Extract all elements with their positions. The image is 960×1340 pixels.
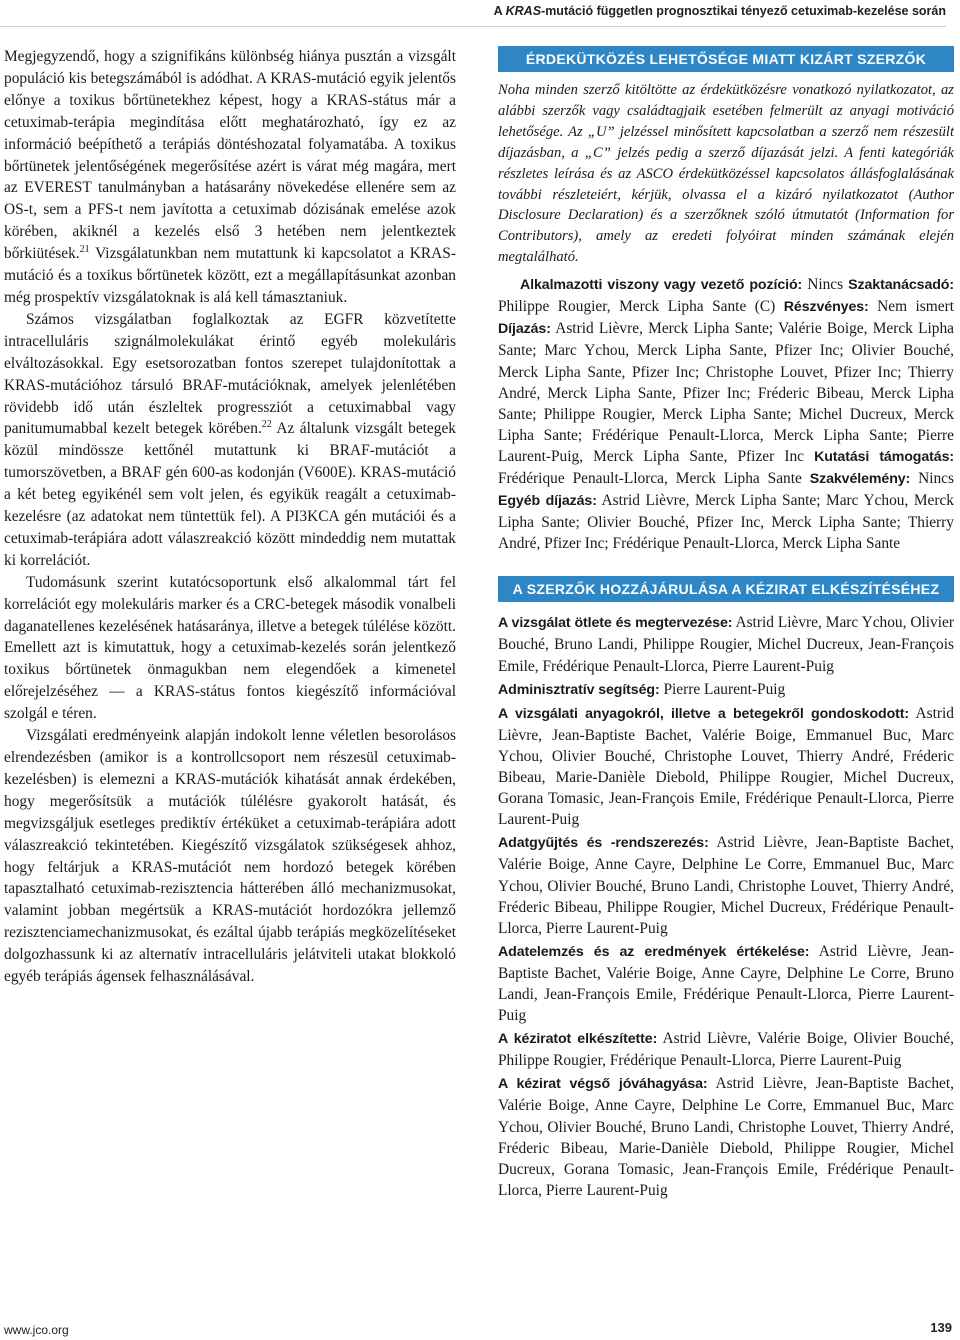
- contribution-label: A kéziratot elkészítette:: [498, 1031, 658, 1048]
- contribution-label: Adatgyűjtés és -rendszerezés:: [498, 835, 709, 852]
- contribution-text: Pierre Laurent-Puig: [659, 680, 786, 698]
- left-column: [4, 46, 456, 988]
- text-consultant: Philippe Rougier, Merck Lipha Sante (C): [498, 298, 784, 316]
- running-header: [0, 4, 946, 27]
- contribution-text: Astrid Lièvre, Jean-Baptiste Bachet, Valérie Boige, Emmanuel Buc, Marc Ychou, Olivier Bouché, Christophe Louvet, Thierry André, Fréderic Bibeau, Marie-Danièle Diebold, Philippe Rougier, Michel Ducreux, Gorana Tomasic, Jean-François Emile, Frédérique Penault-Llorca, Pierre Laurent-Puig: [498, 704, 954, 829]
- left-p1-tail: Vizsgálatunkban nem mutattunk ki kapcsolatot a KRAS-mutáció és a toxikus bőrtünetek között, ezt a megállapításunkat azonban még prospektív vizsgálatoknak is alá kell támasztaniuk.: [4, 245, 456, 306]
- left-paragraph-1: [4, 46, 456, 309]
- contribution-admin-support: [498, 679, 954, 701]
- contribution-text: Astrid Lièvre, Valérie Boige, Olivier Bouché, Philippe Rougier, Frédérique Penault-Llorca, Pierre Laurent-Puig: [498, 1030, 954, 1070]
- contribution-conception: [498, 612, 954, 676]
- text-employment: Nincs: [802, 276, 849, 294]
- page-number: 139: [930, 1320, 952, 1335]
- footer-url: www.jco.org: [4, 1323, 69, 1337]
- contribution-manuscript-writing: [498, 1028, 954, 1071]
- contribution-text: Astrid Lièvre, Marc Ychou, Olivier Bouché, Bruno Landi, Philippe Rougier, Michel Ducreux, Jean-François Emile, Frédérique Penault-Llorca, Pierre Laurent-Puig: [498, 614, 954, 675]
- text-expert-testimony: Nincs: [910, 470, 954, 487]
- right-column: [498, 46, 954, 1201]
- contribution-study-materials: [498, 703, 954, 831]
- contribution-data-analysis: [498, 941, 954, 1026]
- left-p2-tail: Az általunk vizsgált betegek közül mindössze kettőnél mutattunk ki BRAF-mutációt a tumorszövetben, a BRAF gén 600-as kodonján (V600E). KRAS-mutáció a két beteg egyikénél sem volt jelen, és egyikük reagált a cetuximab-kezelésre (az adatokat nem tüntettük fel). A PI3KCA gén mutációi és a cetuximab-terápiára adott válaszreakció között mindeddig nem mutattak ki korrelációt.: [4, 420, 456, 569]
- label-other-remuneration: Egyéb díjazás:: [498, 493, 597, 510]
- left-p2-text: Számos vizsgálatban foglalkoztak az EGFR közvetítette intracelluláris szignálmolekulákat érintő egyéb molekuláris elváltozásokkal. Egy esetsorozatban fontos szerepet tulajdonítottak a KRAS-mutációhoz társuló BRAF-mutációknak, amelyek jelenlétében rövidebb idő után észleltek progressziót a cetuximabbal vagy panitumumabbal kezelt betegek körében.: [4, 310, 456, 438]
- contribution-data-collection: [498, 832, 954, 938]
- label-research-funding: Kutatási támogatás:: [814, 448, 954, 465]
- reference-21: 21: [79, 244, 90, 256]
- header-title-post: -mutáció független prognosztikai tényező cetuximab-kezelése során: [541, 4, 946, 18]
- text-honoraria: Astrid Lièvre, Merck Lipha Sante; Valérie Boige, Merck Lipha Sante; Marc Ychou, Merck Lipha Sante, Pfizer Inc; Olivier Bouché, Merck Lipha Sante, Pfizer Inc; Christophe Louvet, Pfizer Inc; Thierry André, Merck Lipha Sante, Pfizer Inc; Fréderic Bibeau, Merck Lipha Sante; Philippe Rougier, Merck Lipha Sante; Michel Ducreux, Merck Lipha Sante; Frédérique Penault-Llorca, Merck Lipha Sante; Pierre Laurent-Puig, Merck Lipha Sante, Pfizer Inc: [498, 320, 954, 465]
- contribution-text: Astrid Lièvre, Jean-Baptiste Bachet, Valérie Boige, Anne Cayre, Delphine Le Corre, Emmanuel Buc, Marc Ychou, Olivier Bouché, Bruno Landi, Christophe Louvet, Thierry André, Fréderic Bibeau, Marie-Danièle Diebold, Philippe Rougier, Michel Ducreux, Gorana Tomasic, Jean-François Emile, Frédérique Penault-Llorca, Pierre Laurent-Puig: [498, 1075, 954, 1199]
- left-paragraph-3: Tudomásunk szerint kutatócsoportunk első alkalommal tárt fel korrelációt egy molekuláris marker és a CRC-betegek második vonalbeli daganatellenes kezelésének hatásaránya, illetve a betegek túlélése között. Emellett azt is kimutattuk, hogy a cetuximab-kezelés során jelentkező toxikus bőrtünetek önmagukban nem elegendőek a kimenetel előrejelzéséhez — a KRAS-státus fontos kiegészítő információval szolgál e téren.: [4, 573, 456, 723]
- contribution-text: Astrid Lièvre, Jean-Baptiste Bachet, Valérie Boige, Anne Cayre, Delphine Le Corre, Bruno Landi, Jean-François Emile, Frédérique Penault-Llorca, Pierre Laurent-Puig: [498, 942, 954, 1025]
- contribution-text: Astrid Lièvre, Jean-Baptiste Bachet, Valérie Boige, Anne Cayre, Delphine Le Corre, Emmanuel Buc, Marc Ychou, Olivier Bouché, Bruno Landi, Christophe Louvet, Thierry André, Fréderic Bibeau, Philippe Rougier, Michel Ducreux, Frédérique Penault-Llorca, Pierre Laurent-Puig: [498, 834, 954, 937]
- coi-disclosures: [498, 274, 954, 554]
- contribution-label: Adatelemzés és az eredmények értékelése:: [498, 943, 810, 960]
- contribution-label: A kézirat végső jóváhagyása:: [498, 1076, 708, 1093]
- left-paragraph-4: Vizsgálati eredményeink alapján indokolt lenne véletlen besorolásos elrendezésben (amikor is a kontrollcsoport nem részesül cetuximab-kezelésben) is elemezni a KRAS-mutációk kihatását annak érdekében, hogy megerősítsük a mutációk túlélésre gyakorolt hatását, és megvizsgáljuk esetleges prediktív értéküket a cetuximab-terápiára adott válaszreakció tekintetében. Kiegészítő vizsgálatok szükségesek ahhoz, hogy feltárjuk a KRAS-mutációt nem hordozó betegek körében tapasztalható cetuximab-rezisztencia hátterében álló mechanizmusokat, valamint jobban megértsük a KRAS-mutációt hordozókra jellemző rezisztenciamechanizmusokat, és ezáltal újabb terápiás megközelítéseket dolgozhassunk ki az alternatív intracelluláris jelátviteli utakat blokkoló egyéb terápiás ágensek felhasználásával.: [4, 727, 456, 986]
- left-paragraph-2: [4, 309, 456, 572]
- contributions-section-heading: A SZERZŐK HOZZÁJÁRULÁSA A KÉZIRAT ELKÉSZÍTÉSÉHEZ: [498, 576, 954, 602]
- contribution-label: A vizsgálat ötlete és megtervezése:: [498, 615, 733, 632]
- label-expert-testimony: Szakvélemény:: [809, 471, 911, 487]
- contribution-label: A vizsgálati anyagokról, illetve a betegekről gondoskodott:: [498, 705, 910, 722]
- left-p1-text: Megjegyzendő, hogy a szignifikáns különbség hiánya pusztán a vizsgált populáció kis betegszámából is adódhat. A KRAS-mutáció egyik jelentős előnye a toxikus bőrtünetekhez képest, hogy a KRAS-státus már a cetuximab-terápia megindítása előtt meghatározható, így ez az információ beépíthető a terápiás döntéshozatal folyamatába. A toxikus bőrtünetek jelentőségének megerősítése azért is várat még magára, mert az EVEREST tanulmányban a hatásarány növekedése ellenére sem az OS-t, sem a PFS-t nem javította a cetuximab dózisának emelése azok körében, akiknél a kezelés első 3 hetében nem jelentkeztek bőrkiütések.: [4, 48, 456, 263]
- text-research-funding: Frédérique Penault-Llorca, Merck Lipha Sante: [498, 470, 810, 487]
- coi-intro: Noha minden szerző kitöltötte az érdekütközésre vonatkozó nyilatkozatot, az alábbi szerzők vagy családtagjaik esetében felmerült az anyagi motiváció lehetősége. Az „U” jelzéssel minősített kapcsolatban a szerző nem részesült díjazásban, a „C” jelzés pedig a szerző díjazását jelzi. A fenti kategóriák részletes leírása és az ASCO érdekütközéssel kapcsolatos állásfoglalásának további részleteiért, kérjük, olvassa el a kizáró nyilatkozatot (Author Disclosure Declaration) és a szerzőknek szóló útmutatót (Information for Contributors), amely az eredeti folyóirat minden számának elején megtalálható.: [498, 82, 954, 266]
- coi-section-heading: ÉRDEKÜTKÖZÉS LEHETŐSÉGE MIATT KIZÁRT SZERZŐK: [498, 46, 954, 72]
- contribution-final-approval: [498, 1073, 954, 1201]
- header-title-italic: KRAS: [505, 4, 542, 18]
- label-stock: Részvényes:: [783, 299, 869, 316]
- contribution-label: Adminisztratív segítség:: [498, 681, 660, 698]
- label-employment: Alkalmazotti viszony vagy vezető pozíció:: [520, 277, 803, 294]
- reference-22: 22: [261, 419, 272, 431]
- label-honoraria: Díjazás:: [498, 321, 551, 338]
- label-consultant: Szaktanácsadó:: [848, 277, 954, 294]
- text-stock: Nem ismert: [868, 298, 954, 316]
- header-title-pre: A: [493, 4, 506, 18]
- text-other-remuneration: Astrid Lièvre, Merck Lipha Sante; Marc Ychou, Merck Lipha Sante; Olivier Bouché, Pfizer Inc, Merck Lipha Sante; Thierry André, Pfizer Inc; Frédérique Penault-Llorca, Merck Lipha Sante: [498, 492, 954, 553]
